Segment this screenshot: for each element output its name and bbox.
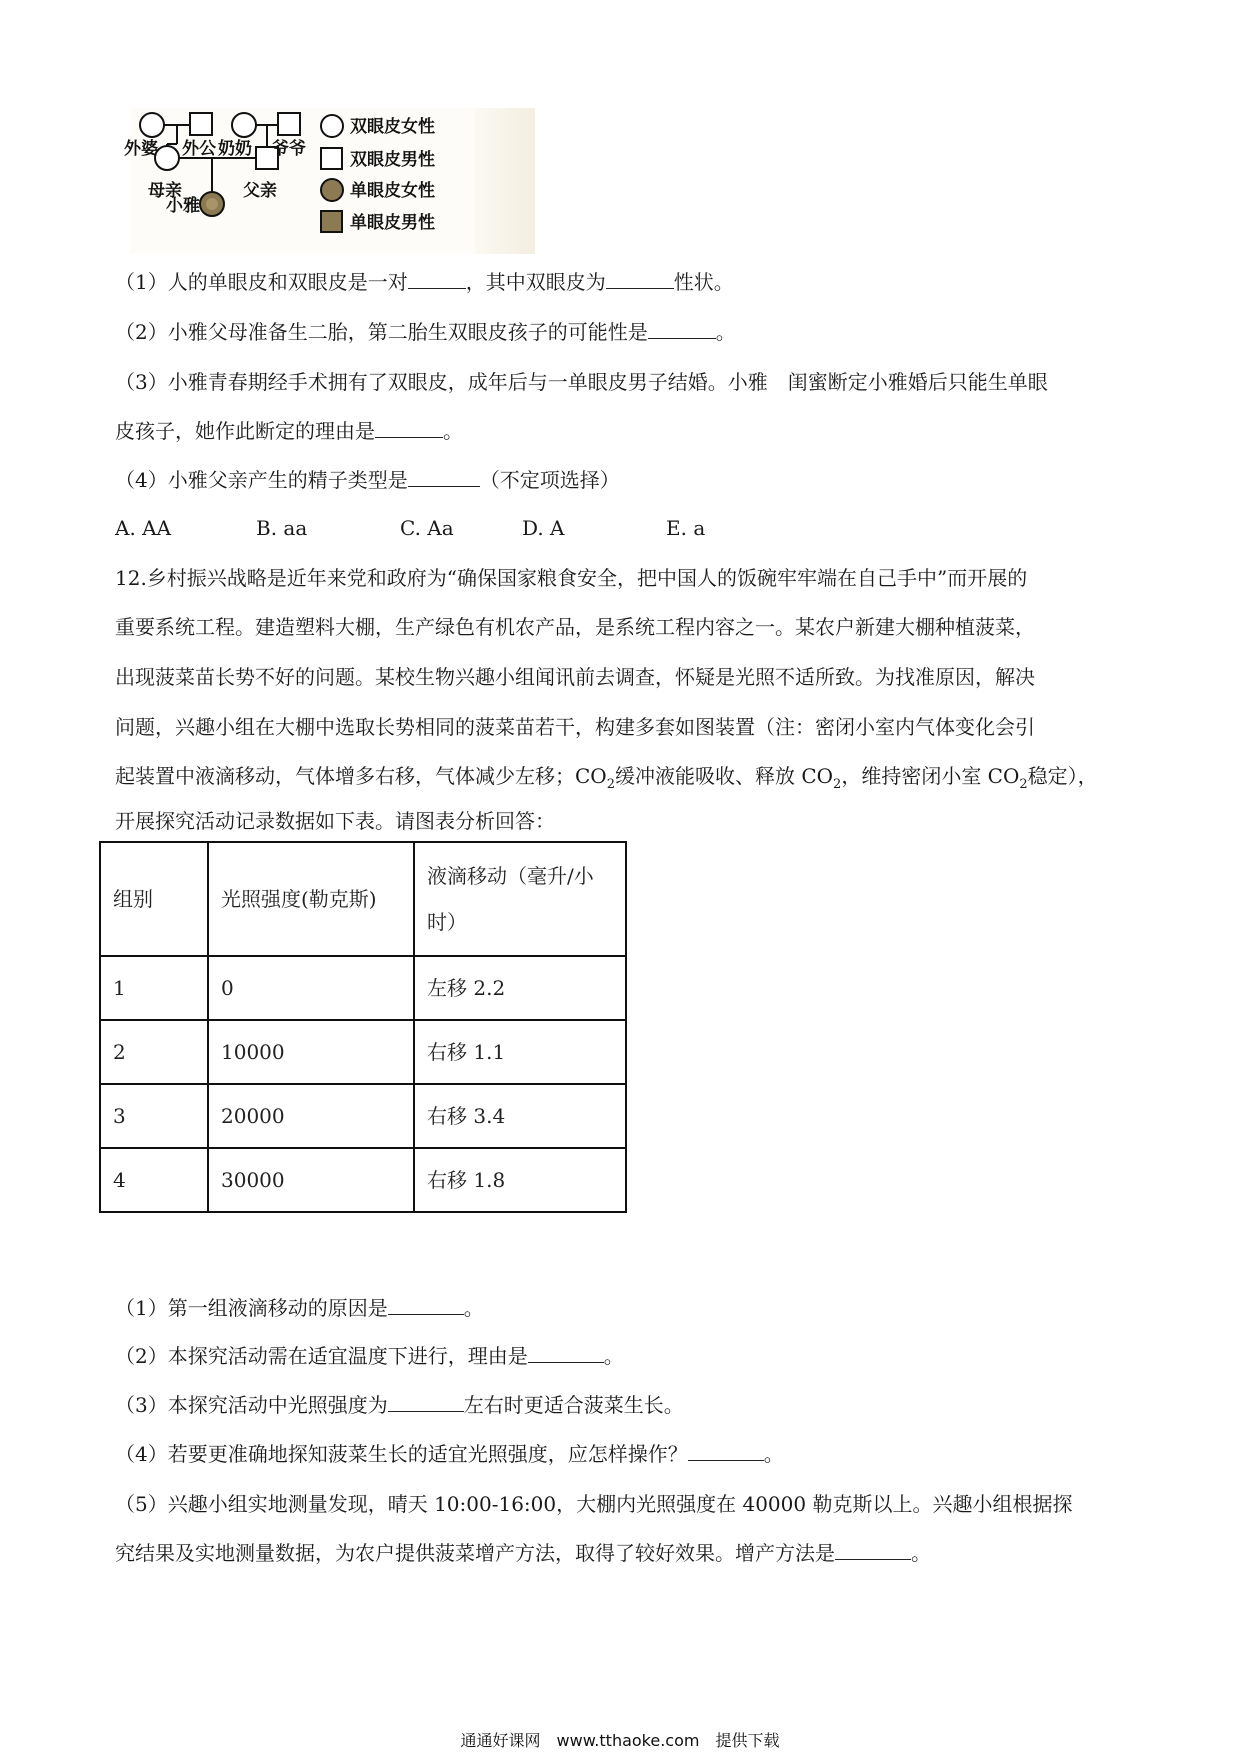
cell-light: 0: [208, 956, 414, 1020]
q11-part1: （1）人的单眼皮和双眼皮是一对 ，其中双眼皮为 性状。: [115, 270, 734, 294]
q12-part3: （3）本探究活动中光照强度为 左右时更适合菠菜生长。: [115, 1393, 684, 1417]
q12-part2: （2）本探究活动需在适宜温度下进行，理由是 。: [115, 1344, 624, 1368]
q12-line2: 重要系统工程。建造塑料大棚，生产绿色有机农产品，是系统工程内容之一。某农户新建大棚种植菠菜，: [115, 615, 1035, 639]
waigong-symbol: [190, 113, 212, 135]
label-nainai: 奶奶: [218, 139, 252, 159]
page-footer: 通通好课网 www.tthaoke.com 提供下载: [460, 1731, 780, 1750]
table-row: [100, 1148, 626, 1212]
table-row: [100, 1084, 626, 1148]
cell-droplet: 左移 2.2: [414, 956, 626, 1020]
q12-line6: 开展探究活动记录数据如下表。请图表分析回答：: [115, 809, 555, 833]
scan-edge: [475, 108, 535, 254]
option-b: B. aa: [256, 516, 308, 540]
label-fuqin: 父亲: [243, 181, 277, 201]
header-group: 组别: [100, 842, 208, 956]
legend-single-female-icon: [321, 179, 343, 201]
table-row: [100, 1020, 626, 1084]
q11-part2: （2）小雅父母准备生二胎，第二胎生双眼皮孩子的可能性是 。: [115, 320, 736, 344]
cell-droplet: 右移 3.4: [414, 1084, 626, 1148]
legend-single-male-icon: [321, 211, 342, 232]
option-d: D. A: [522, 516, 565, 540]
cell-group: 4: [100, 1148, 208, 1212]
q11-part4: （4）小雅父亲产生的精子类型是 （不定项选择）: [115, 468, 620, 492]
q12-part5-line1: （5）兴趣小组实地测量发现，晴天 10:00-16:00，大棚内光照强度在 40000 勒克斯以上。兴趣小组根据探: [115, 1492, 1073, 1516]
label-xiaoya: 小雅: [166, 196, 200, 216]
pedigree-figure: [124, 108, 535, 254]
q12-part1: （1）第一组液滴移动的原因是 。: [115, 1296, 484, 1320]
yeye-symbol: [278, 113, 300, 135]
legend-double-male-icon: [321, 148, 342, 169]
q12-line1: 12.乡村振兴战略是近年来党和政府为“确保国家粮食安全，把中国人的饭碗牢牢端在自己手中”而开展的: [115, 566, 1028, 590]
table-header-row: [100, 842, 626, 956]
legend-label-4: 单眼皮男性: [350, 213, 435, 233]
legend-label-1: 双眼皮女性: [350, 117, 435, 137]
data-table: [99, 841, 627, 1213]
option-c: C. Aa: [400, 516, 454, 540]
legend-label-3: 单眼皮女性: [350, 181, 435, 201]
label-muqin: 母亲: [148, 181, 182, 201]
q12-part4: （4）若要更准确地探知菠菜生长的适宜光照强度，应怎样操作？ 。: [115, 1442, 784, 1466]
header-droplet: 液滴移动（毫升/小时）: [414, 842, 626, 956]
label-yeye: 爷爷: [272, 139, 306, 159]
q12-line3: 出现菠菜苗长势不好的问题。某校生物兴趣小组闻讯前去调查，怀疑是光照不适所致。为找准原因，解决: [115, 665, 1035, 689]
option-e: E. a: [666, 516, 706, 540]
cell-droplet: 右移 1.8: [414, 1148, 626, 1212]
q11-part3-line1: （3）小雅青春期经手术拥有了双眼皮，成年后与一单眼皮男子结婚。小雅 闺蜜断定小雅婚后只能生单眼: [115, 370, 1048, 394]
legend-label-2: 双眼皮男性: [350, 150, 435, 170]
cell-light: 10000: [208, 1020, 414, 1084]
option-a: A. AA: [115, 516, 172, 540]
legend-double-female-icon: [321, 115, 343, 137]
label-waipo: 外婆: [124, 139, 158, 159]
label-waigong: 外公: [182, 139, 216, 159]
cell-group: 3: [100, 1084, 208, 1148]
cell-light: 30000: [208, 1148, 414, 1212]
waipo-symbol: [140, 113, 164, 137]
cell-droplet: 右移 1.1: [414, 1020, 626, 1084]
q12-line5: 起装置中液滴移动，气体增多右移，气体减少左移；$CO_2$缓冲液能吸收、释放 $CO_2$，维持密闭小室 $CO_2$稳定），: [115, 764, 1098, 792]
table-row: [100, 956, 626, 1020]
q11-part3-line2: 皮孩子，她作此断定的理由是 。: [115, 419, 463, 443]
cell-light: 20000: [208, 1084, 414, 1148]
cell-group: 1: [100, 956, 208, 1020]
cell-group: 2: [100, 1020, 208, 1084]
q12-part5-line2: 究结果及实地测量数据，为农户提供菠菜增产方法，取得了较好效果。增产方法是 。: [115, 1541, 931, 1565]
header-light: 光照强度(勒克斯): [208, 842, 414, 956]
muqin-symbol: [155, 146, 179, 170]
q12-line4: 问题，兴趣小组在大棚中选取长势相同的菠菜苗若干，构建多套如图装置（注：密闭小室内气体变化会引: [115, 715, 1035, 739]
nainai-symbol: [232, 113, 256, 137]
